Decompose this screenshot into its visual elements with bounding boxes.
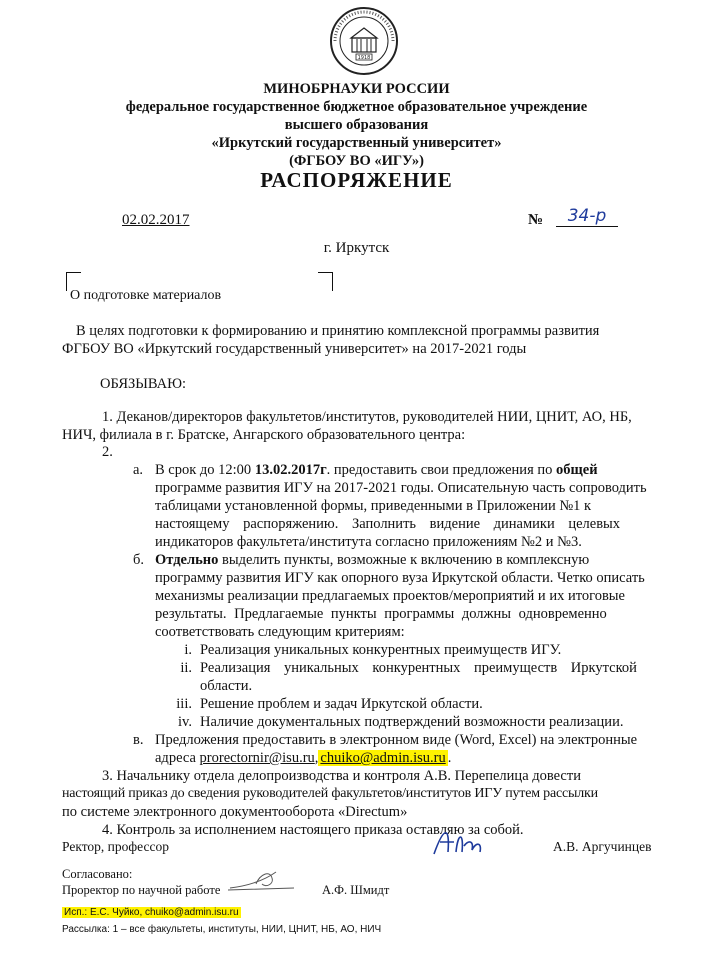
document-number-label: № xyxy=(528,212,544,228)
criterion-i-text: Реализация уникальных конкурентных преимуществ ИГУ. xyxy=(200,642,562,658)
item-a-line-1: В срок до 12:00 13.02.2017г. предоставить свои предложения по общей xyxy=(155,462,598,478)
item-b-line-2: программу развития ИГУ как опорного вуза Иркутской области. Четко описать xyxy=(155,570,645,586)
email-link-prorector[interactable]: prorectornir@isu.ru xyxy=(199,750,315,766)
prorector-signature-icon xyxy=(226,862,298,894)
document-date: 02.02.2017 xyxy=(122,212,190,228)
item-a-line-3: таблицами установленной формы, приведенными в Приложении №1 к xyxy=(155,498,592,514)
document-number-value: 34-р xyxy=(556,206,618,227)
document-title: РАСПОРЯЖЕНИЕ xyxy=(260,168,453,192)
item-a-line-2: программе развития ИГУ на 2017-2021 годы. Описательную часть сопроводить xyxy=(155,480,647,496)
org-abbrev: (ФГБОУ ВО «ИГУ») xyxy=(289,153,424,169)
item-3-line-2: настоящий приказ до сведения руководителей факультетов/институтов ИГУ путем рассылки xyxy=(62,786,598,801)
item-b-marker: б. xyxy=(133,552,145,568)
criterion-ii-line-1: Реализация уникальных конкурентных преимуществ Иркутской xyxy=(200,660,637,676)
document-subject: О подготовке материалов xyxy=(70,288,222,303)
criterion-ii-marker: ii. xyxy=(180,660,192,676)
item-v-line-2: адреса prorectornir@isu.ru, chuiko@admin.isu.ru . xyxy=(155,750,452,766)
item-a-line-4: настоящему распоряжению. Заполнить видение динамики целевых xyxy=(155,516,621,532)
item-a-marker: a. xyxy=(133,462,144,478)
criterion-iv-marker: iv. xyxy=(178,714,192,730)
criterion-i-marker: i. xyxy=(184,642,192,658)
item-4: 4. Контроль за исполнением настоящего приказа оставляю за собой. xyxy=(102,822,524,838)
item-1-line-2: НИЧ, филиала в г. Братске, Ангарского образовательного центра: xyxy=(62,427,466,443)
university-seal-icon xyxy=(329,6,399,76)
org-name: «Иркутский государственный университет» xyxy=(211,135,502,151)
criterion-iv-text: Наличие документальных подтверждений возможности реализации. xyxy=(200,714,624,730)
oblige-heading: ОБЯЗЫВАЮ: xyxy=(100,376,187,392)
item-3-line-1: 3. Начальнику отдела делопроизводства и контроля А.В. Перепелица довести xyxy=(102,768,581,784)
item-a-line-5: индикаторов факультета/института согласно приложениям №2 и №3. xyxy=(155,534,582,550)
org-education-level: высшего образования xyxy=(284,117,429,133)
item-b-line-4: результаты. Предлагаемые пункты программы должны одновременно xyxy=(155,606,607,622)
item-1-line-1: 1. Деканов/директоров факультетов/институтов, руководителей НИИ, ЦНИТ, АО, НБ, xyxy=(102,409,632,425)
item-b-line-5: соответствовать следующим критериям: xyxy=(155,624,405,640)
item-b-line-3: механизмы реализации предлагаемых проектов/мероприятий и их итоговые xyxy=(155,588,625,604)
item-3-line-3: по системе электронного документооборота «Directum» xyxy=(62,804,408,820)
document-city: г. Иркутск xyxy=(323,240,390,256)
item-v-marker: в. xyxy=(133,732,144,748)
item-2-number: 2. xyxy=(102,444,113,460)
criterion-ii-line-2: области. xyxy=(200,678,253,694)
executor-info: Исп.: Е.С. Чуйко, chuiko@admin.isu.ru xyxy=(64,907,239,918)
criterion-iii-marker: iii. xyxy=(176,696,192,712)
distribution-list: Рассылка: 1 – все факультеты, институты, НИИ, ЦНИТ, НБ, АО, НИЧ xyxy=(62,924,382,935)
subject-corner-right xyxy=(318,272,333,291)
seal-year: 1918 xyxy=(357,55,371,61)
email-link-chuiko[interactable]: chuiko@admin.isu.ru xyxy=(320,750,446,766)
criterion-iii-text: Решение проблем и задач Иркутской области. xyxy=(200,696,483,712)
rector-name: А.В. Аргучинцев xyxy=(553,839,652,854)
org-type: федеральное государственное бюджетное образовательное учреждение xyxy=(125,99,588,115)
prorector-title: Проректор по научной работе xyxy=(62,883,221,897)
agreed-label: Согласовано: xyxy=(62,867,133,881)
item-v-line-1: Предложения предоставить в электронном виде (Word, Excel) на электронные xyxy=(155,732,638,748)
prorector-name: А.Ф. Шмидт xyxy=(322,883,390,897)
intro-line-1: В целях подготовки к формированию и принятию комплексной программы развития xyxy=(76,323,600,339)
rector-title: Ректор, профессор xyxy=(62,839,169,854)
rector-signature-icon xyxy=(430,822,494,862)
ministry-name: МИНОБРНАУКИ РОССИИ xyxy=(263,81,450,97)
intro-line-2: ФГБОУ ВО «Иркутский государственный университет» на 2017-2021 годы xyxy=(62,341,527,357)
item-b-line-1: Отдельно выделить пункты, возможные к включению в комплексную xyxy=(155,552,590,568)
